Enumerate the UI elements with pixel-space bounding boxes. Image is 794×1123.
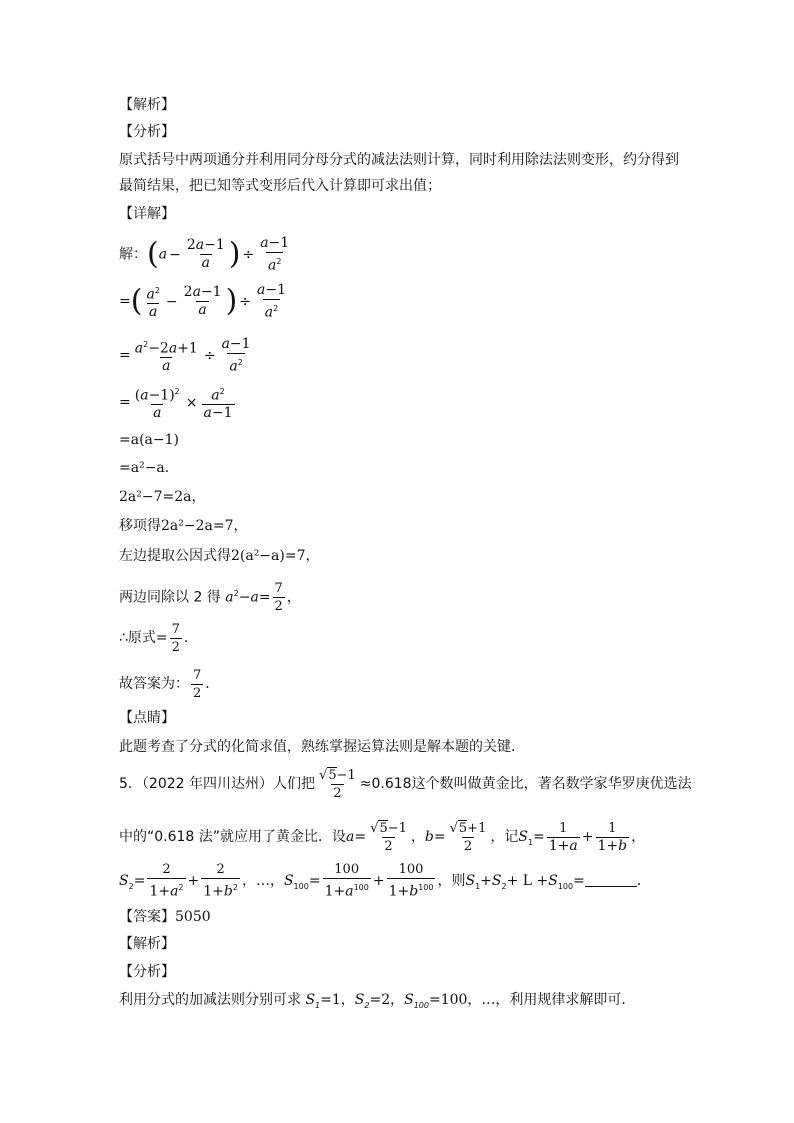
- answer-blank[interactable]: [585, 872, 637, 887]
- then-text: ，则: [437, 873, 466, 889]
- heading-daan: 【答案】: [119, 909, 175, 925]
- factor-line: [119, 546, 320, 566]
- heading-xiangjie: 【详解】: [119, 206, 175, 222]
- problem5-line-2: 中的“0.618 法”就应用了黄金比．设a= $\frac{√5-1}{2}$ ，b= $\frac{√5+1}{2}$ ，记$S_1=$ $\frac{1}{1+a}$ + $\frac{1}{1+b}$ ，: [119, 820, 646, 854]
- factor-expr: 2(a²−a)=7，: [231, 548, 320, 564]
- given-equation: 2a²−7=2a，: [119, 489, 206, 505]
- answer-line: 故答案为： $\frac{7}{2}$ ．: [119, 667, 220, 701]
- analysis-paragraph: 原式括号中两项通分并利用同分母分式的减法法则计算，同时利用除法法则变形，约分得到最简结果，把已知等式变形后代入计算即可求出值；: [119, 152, 679, 194]
- heading-jiexi-2: 【解析】: [119, 936, 175, 952]
- solution-step-4: = $\frac{(a-1)^2}{a}$ × $\frac{a^2}{a-1}$: [119, 387, 233, 422]
- problem-text-4: ，记: [490, 829, 519, 845]
- therefore-label: ∴原式=: [119, 630, 168, 646]
- problem-number: 5．: [119, 776, 142, 792]
- problem-text-3: 中的“0.618 法”就应用了黄金比．设: [119, 829, 347, 845]
- answer-label: 故答案为：: [119, 676, 189, 692]
- jie-label: 解：: [119, 246, 147, 263]
- therefore-line: ∴原式= $\frac{7}{2}$ ．: [119, 621, 198, 655]
- heading-dianjing: 【点睛】: [119, 710, 175, 726]
- solution-step-2: =( $\frac{a^2}{a}$ − $\frac{2a-1}{a}$ ) ÷ $\frac{a-1}{a^2}$: [119, 282, 287, 321]
- problem5-line-1: 5．（2022 年四川达州）人们把 $\frac{√5-1}{2}$ ≈0.618这个数叫做黄金比，著名数学家华罗庚优选法: [119, 767, 692, 801]
- frac-den-2: 2: [274, 599, 283, 615]
- ellipsis: ，…，: [241, 873, 284, 889]
- heading-fenxi: 【分析】: [119, 124, 175, 140]
- heading-fenxi-2: 【分析】: [119, 964, 175, 980]
- move-terms-line: [119, 516, 248, 536]
- heading-jiexi: 【解析】: [119, 97, 175, 113]
- move-terms-expr: 2a²−2a=7，: [161, 518, 248, 534]
- solution-step-5: =a(a−1): [119, 432, 179, 448]
- problem5-analysis-text: 利用分式的加减法则分别可求: [119, 992, 301, 1008]
- problem-text-2: ≈0.618这个数叫做黄金比，著名数学家华罗庚优选法: [359, 776, 692, 792]
- problem-source: （2022 年四川达州）: [141, 776, 274, 792]
- solution-step-3: = $\frac{a^2-2a+1}{a}$ ÷ $\frac{a-1}{a^2}$: [119, 336, 251, 375]
- problem5-analysis: 利用分式的加减法则分别可求 $S_1=1$，$S_2=2$，$S_{100}=100$，…，利用规律求解即可．: [119, 992, 636, 1010]
- answer-row: [119, 907, 211, 927]
- divide-label: 两边同除以 2 得: [119, 589, 221, 606]
- divide-line: 两边同除以 2 得 $a^2-a=$ $\frac{7}{2}$ ，: [119, 581, 301, 615]
- answer-value: 5050: [175, 909, 211, 925]
- solution-step-1: 解：(a − $\frac{2a-1}{a}$ ) ÷ $\frac{a-1}{a^2}$: [119, 235, 290, 274]
- problem5-line-3: $S_2=$ $\frac{2}{1+a^2}$ + $\frac{2}{1+b^2}$ ，…，$S_{100}=$ $\frac{100}{1+a^{100}}$ + $\frac{100}{1+b^{100}}$ ，则$S_1+S_2+ L +S_{100}=$ ．: [119, 862, 651, 900]
- problem-text-1: 人们把: [273, 776, 316, 792]
- factor-label: 左边提取公因式得: [119, 548, 231, 564]
- frac-num-7: 7: [274, 581, 283, 597]
- move-terms-label: 移项得: [119, 518, 161, 534]
- solution-step-6: =a²−a．: [119, 460, 179, 476]
- summary-text: 此题考查了分式的化简求值，熟练掌握运算法则是解本题的关键．: [119, 739, 525, 755]
